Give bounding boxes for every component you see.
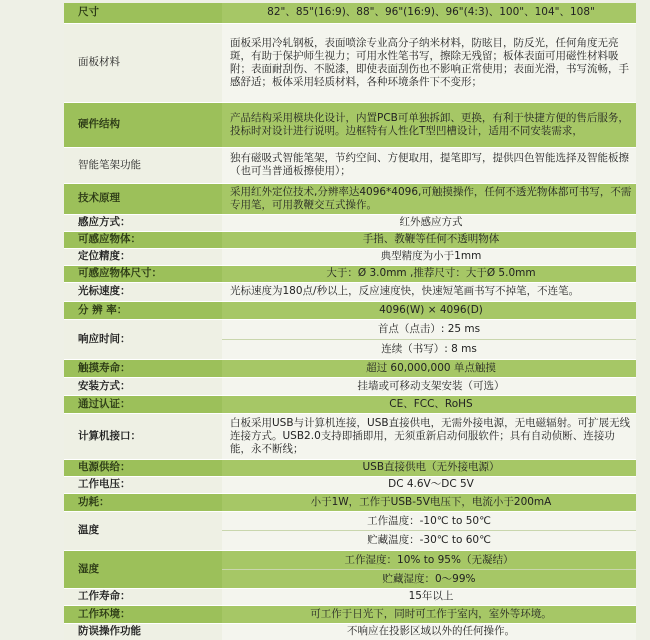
table-row [64,3,636,23]
row-label-temperature: 温度 [64,511,222,550]
row-value-objects: 手指、教鞭等任何不透明物体 [222,231,636,248]
table-row [64,605,636,623]
row-label-cursor-speed: 光标速度： [64,282,222,301]
row-value-interface: 白板采用USB与计算机连接，USB直接供电，无需外接电源，无电磁辐射。可扩展无线连接方式。USB2.0支持即插即用，无须重新启动伺服软件；具有自动侦断、连接功能，永不断线； [222,413,636,459]
row-value-service-life: 15年以上 [222,588,636,605]
table-row [64,359,636,377]
row-value-pen-tray: 独有磁吸式智能笔架，节约空间、方便取用，提笔即写，提供四色智能选择及智能板擦（也可当普通板擦使用）； [222,147,636,183]
row-label-consumption: 功耗： [64,493,222,511]
row-value-size: 82"、85"(16:9)、88"、96"(16:9)、96"(4:3)、100"、104"、108" [222,3,636,23]
row-label-panel-material: 面板材料 [64,23,222,102]
table-row [64,147,636,183]
row-value-object-size: 大于：Ø 3.0mm ,推荐尺寸：大于Ø 5.0mm [222,265,636,282]
row-label-objects: 可感应物体： [64,231,222,248]
table-row [64,102,636,147]
row-label-voltage: 工作电压： [64,476,222,493]
humidity-working: 工作湿度：10% to 95%（无凝结） [222,551,636,570]
row-value-anti-misoperation: 不响应在投影区域以外的任何操作。 [222,623,636,640]
table-row [64,476,636,493]
table-row [64,623,636,640]
row-value-humidity [222,550,636,588]
row-label-service-life: 工作寿命： [64,588,222,605]
row-label-interface: 计算机接口： [64,413,222,459]
row-value-temperature [222,511,636,550]
table-row [64,319,636,359]
table-row [64,265,636,282]
row-label-accuracy: 定位精度： [64,248,222,265]
row-value-install: 挂墙或可移动支架安装（可选） [222,377,636,395]
row-label-pen-tray: 智能笔架功能 [64,147,222,183]
row-label-certification: 通过认证： [64,395,222,413]
row-label-size: 尺寸 [64,3,222,23]
table-row [64,214,636,231]
row-value-hardware: 产品结构采用模块化设计，内置PCB可单独拆卸、更换，有利于快捷方便的售后服务，投标时对设计进行说明。边框特有人性化T型凹槽设计，适用不同安装需求， [222,102,636,147]
table-row [64,395,636,413]
row-value-touch-life: 超过 60,000,000 单点触摸 [222,359,636,377]
row-value-accuracy: 典型精度为小于1mm [222,248,636,265]
table-row [64,493,636,511]
row-label-install: 安装方式： [64,377,222,395]
table-row [64,248,636,265]
row-value-consumption: 小于1W，工作于USB-5V电压下，电流小于200mA [222,493,636,511]
row-label-sensing: 感应方式： [64,214,222,231]
row-label-power: 电源供给： [64,459,222,476]
table-row [64,588,636,605]
table-row [64,231,636,248]
row-value-panel-material: 面板采用冷轧钢板，表面喷涂专业高分子纳米材料，防眩目，防反光，任何角度无亮斑，有助于保护师生视力；可用水性笔书写，擦除无残留；板体表面可用磁性材料吸附；表面耐刮伤、不脱漆，即使表面刮伤也不影响正常使用；表面光滑，书写流畅，手感舒适；板体采用轻质材料，各种环境条件下不变形； [222,23,636,102]
temperature-storage: 贮藏温度：-30℃ to 60℃ [367,533,491,546]
row-label-anti-misoperation: 防误操作功能 [64,623,222,640]
row-label-hardware: 硬件结构 [64,102,222,147]
row-label-environment: 工作环境： [64,605,222,623]
row-label-resolution: 分 辨 率： [64,301,222,319]
table-row [64,413,636,459]
row-label-response-time: 响应时间： [64,319,222,359]
humidity-storage: 贮藏湿度：0～99% [382,572,476,585]
table-row [64,183,636,214]
table-row [64,459,636,476]
row-value-environment: 可工作于日光下，同时可工作于室内，室外等环境。 [222,605,636,623]
row-value-certification: CE、FCC、RoHS [222,395,636,413]
table-row [64,282,636,301]
row-value-resolution: 4096(W) × 4096(D) [222,301,636,319]
response-first-point: 首点（点击）: 25 ms [222,320,636,340]
table-row [64,301,636,319]
row-label-touch-life: 触摸寿命： [64,359,222,377]
row-value-power: USB直接供电（无外接电源） [222,459,636,476]
row-value-sensing: 红外感应方式 [222,214,636,231]
table-row [64,377,636,395]
table-row [64,511,636,550]
row-label-principle: 技术原理 [64,183,222,214]
response-continuous: 连续（书写）: 8 ms [381,342,477,355]
spec-table [64,3,636,640]
table-row [64,23,636,102]
table-row [64,550,636,588]
row-label-humidity: 湿度 [64,550,222,588]
temperature-working: 工作温度：-10℃ to 50℃ [222,512,636,531]
row-value-principle: 采用红外定位技术,分辨率达4096*4096,可触摸操作，任何不透光物体都可书写，不需专用笔，可用教鞭交互式操作。 [222,183,636,214]
row-value-cursor-speed: 光标速度为180点/秒以上，反应速度快，快速短笔画书写不掉笔，不连笔。 [222,282,636,301]
row-value-voltage: DC 4.6V～DC 5V [222,476,636,493]
row-label-object-size: 可感应物体尺寸： [64,265,222,282]
row-value-response-time [222,319,636,359]
